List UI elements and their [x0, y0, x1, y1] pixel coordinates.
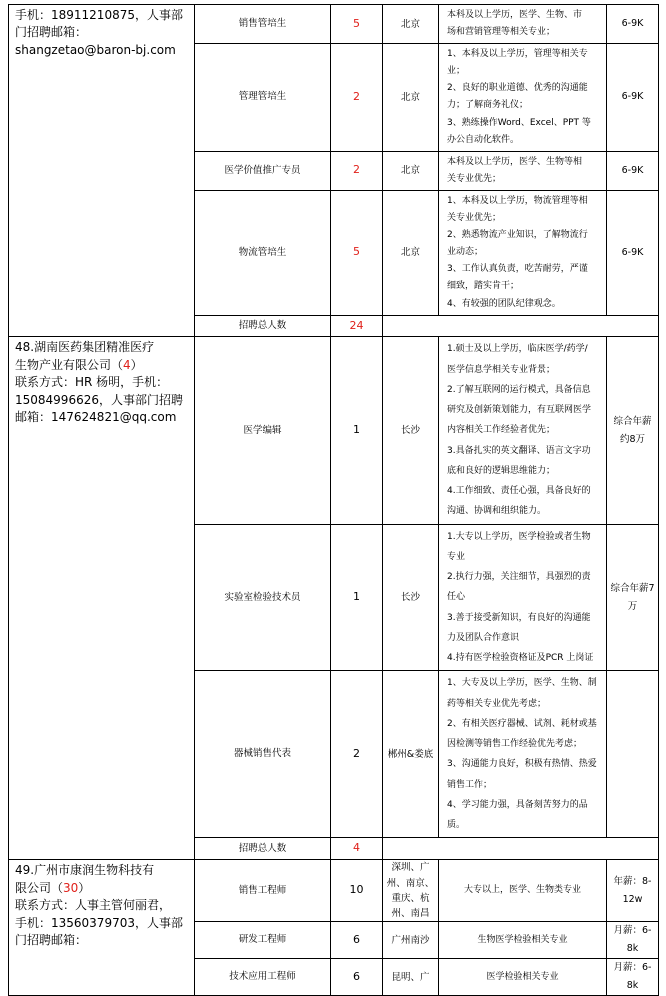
requirement-line: 药等相关专业优先考虑； [447, 698, 547, 709]
count-cell: 6 [331, 922, 383, 959]
requirement-line: 细致，踏实肯干； [447, 281, 520, 292]
table-row [9, 337, 659, 524]
position-cell: 器械销售代表 [195, 671, 331, 838]
requirement-line: 关专业优先； [447, 173, 502, 184]
location-cell: 昆明、广 [383, 959, 439, 996]
location-cell: 北京 [383, 151, 439, 190]
company-47-email: shangzetao@baron-bj.com [15, 42, 176, 57]
requirement-line: 医学信息学相关专业背景； [447, 364, 556, 375]
count-cell: 5 [331, 5, 383, 44]
location-cell: 北京 [383, 190, 439, 315]
company-48-name-line2: 生物产业有限公司（4） [15, 357, 143, 372]
requirement-line: 1.硕士及以上学历，临床医学/药学/ [447, 344, 588, 355]
requirement-line: 本科及以上学历，医学、生物、市 [447, 10, 583, 20]
requirement-line: 场和营销管理等相关专业； [447, 27, 556, 38]
requirements-cell [439, 959, 607, 996]
requirement-line: 关专业优先； [447, 213, 502, 224]
position-cell: 研发工程师 [195, 922, 331, 959]
position-cell: 销售管培生 [195, 5, 331, 44]
requirement-line: 销售工作； [447, 779, 493, 790]
requirement-line: 办公自动化软件。 [447, 134, 520, 145]
company-48-count: 4 [123, 357, 131, 372]
company-48-email: 邮箱：147624821@qq.com [15, 410, 177, 425]
requirement-line: 2、熟悉物流产业知识，了解物流行 [447, 230, 588, 241]
requirement-line: 4.持有医学检验资格证及PCR 上岗证 [447, 653, 594, 664]
count-cell: 1 [331, 337, 383, 524]
requirements-cell [439, 151, 607, 190]
requirements-cell [439, 5, 607, 44]
position-cell: 管理管培生 [195, 44, 331, 152]
position-cell: 医学价值推广专员 [195, 151, 331, 190]
requirement-line: 底和良好的逻辑思维能力； [447, 465, 556, 476]
requirement-line: 3、工作认真负责，吃苦耐劳，严谨 [447, 264, 588, 275]
location-cell: 深圳、广州、南京、重庆、杭州、南昌 [383, 860, 439, 922]
salary-cell: 月薪：6-8k [607, 922, 659, 959]
company-49-contact: 联系方式：人事主管何丽君， [15, 898, 172, 913]
requirement-line: 4.工作细致、责任心强，具备良好的 [447, 486, 591, 497]
company-49-phone: 手机：13560379703，人事部 [15, 915, 183, 930]
requirement-line: 3.具备扎实的英文翻译、语言文字功 [447, 445, 591, 456]
company-49-name: 49.广州市康润生物科技有 [15, 863, 155, 878]
requirement-line: 1.大专以上学历，医学检验或者生物 [447, 531, 591, 542]
requirement-line: 4、学习能力强，具备刻苦努力的品质。 [447, 799, 588, 831]
requirement-line: 因检测等销售工作经验优先考虑； [447, 739, 583, 750]
requirements-cell [439, 524, 607, 671]
requirements-cell [439, 922, 607, 959]
requirement-line: 2.执行力强，关注细节，具强烈的责 [447, 572, 591, 583]
count-cell: 6 [331, 959, 383, 996]
position-cell: 销售工程师 [195, 860, 331, 922]
salary-cell [607, 671, 659, 838]
requirements-cell [439, 671, 607, 838]
requirement-line: 3.善于接受新知识，有良好的沟通能 [447, 612, 591, 623]
empty-cell [383, 315, 659, 337]
total-label: 招聘总人数 [195, 838, 331, 860]
requirement-line: 1、本科及以上学历，物流管理等相 [447, 195, 588, 206]
salary-cell: 6-9K [607, 5, 659, 44]
company-48-contact: 联系方式：HR 杨明，手机： [15, 375, 169, 390]
company-49-info [9, 860, 195, 996]
position-cell: 医学编辑 [195, 337, 331, 524]
location-cell: 广州南沙 [383, 922, 439, 959]
salary-cell: 月薪：6-8k [607, 959, 659, 996]
company-47-phone: 手机：18911210875，人事部 [15, 8, 183, 22]
salary-cell: 综合年薪7万 [607, 524, 659, 671]
location-cell: 郴州&娄底 [383, 671, 439, 838]
table-row [9, 860, 659, 922]
company-48-name: 48.湖南医药集团精准医疗 [15, 340, 155, 355]
requirement-line: 力；了解商务礼仪； [447, 100, 529, 111]
company-48-phone: 15084996626，人事部门招聘 [15, 392, 183, 407]
company-49-name-line2: 限公司（30） [15, 880, 91, 895]
empty-cell [383, 838, 659, 860]
requirement-line: 大专以上，医学、生物类专业 [463, 885, 581, 896]
total-label: 招聘总人数 [195, 315, 331, 337]
table-row [9, 5, 659, 44]
salary-cell: 综合年薪约8万 [607, 337, 659, 524]
position-cell: 实验室检验技术员 [195, 524, 331, 671]
total-value: 4 [331, 838, 383, 860]
requirement-line: 1、大专及以上学历，医学、生物、制 [447, 678, 597, 689]
requirement-line: 内容相关工作经验者优先； [447, 425, 556, 436]
requirement-line: 研究及创新策划能力，有互联网医学 [447, 405, 592, 416]
requirement-line: 医学检验相关专业 [486, 971, 559, 982]
requirement-line: 生物医学检验相关专业 [477, 934, 568, 945]
requirement-line: 3、熟练操作Word、Excel、PPT 等 [447, 117, 591, 128]
location-cell: 长沙 [383, 337, 439, 524]
company-48-info [9, 337, 195, 860]
requirement-line: 1、本科及以上学历，管理等相关专 [447, 49, 588, 60]
requirement-line: 2、良好的职业道德、优秀的沟通能 [447, 83, 588, 94]
company-49-count: 30 [63, 880, 79, 895]
requirements-cell [439, 190, 607, 315]
company-49-email-label: 门招聘邮箱： [15, 932, 88, 947]
salary-cell: 6-9K [607, 151, 659, 190]
requirement-line: 2、有相关医疗器械、试剂、耗材或基 [447, 718, 597, 729]
total-value: 24 [331, 315, 383, 337]
recruitment-table [8, 4, 659, 996]
salary-cell: 6-9K [607, 190, 659, 315]
requirement-line: 沟通、协调和组织能力。 [447, 506, 547, 517]
requirement-line: 本科及以上学历，医学、生物等相 [447, 156, 583, 167]
requirements-cell [439, 337, 607, 524]
requirement-line: 力及团队合作意识 [447, 632, 520, 643]
requirement-line: 2.了解互联网的运行模式，具备信息 [447, 384, 591, 395]
requirement-line: 任心 [447, 592, 466, 603]
company-47-email-label: 门招聘邮箱： [15, 25, 88, 40]
location-cell: 北京 [383, 44, 439, 152]
location-cell: 长沙 [383, 524, 439, 671]
position-cell: 物流管培生 [195, 190, 331, 315]
count-cell: 2 [331, 671, 383, 838]
requirements-cell [439, 44, 607, 152]
count-cell: 1 [331, 524, 383, 671]
count-cell: 2 [331, 44, 383, 152]
count-cell: 5 [331, 190, 383, 315]
count-cell: 10 [331, 860, 383, 922]
requirement-line: 专业 [447, 551, 466, 562]
requirements-cell [439, 860, 607, 922]
requirement-line: 业动态； [447, 247, 484, 258]
requirement-line: 4、有较强的团队纪律观念。 [447, 298, 561, 309]
count-cell: 2 [331, 151, 383, 190]
location-cell: 北京 [383, 5, 439, 44]
salary-cell: 年薪：8-12w [607, 860, 659, 922]
requirement-line: 业； [447, 66, 466, 77]
position-cell: 技术应用工程师 [195, 959, 331, 996]
salary-cell: 6-9K [607, 44, 659, 152]
requirement-line: 3、沟通能力良好，积极有热情、热爱 [447, 759, 597, 770]
company-47-info [9, 5, 195, 337]
